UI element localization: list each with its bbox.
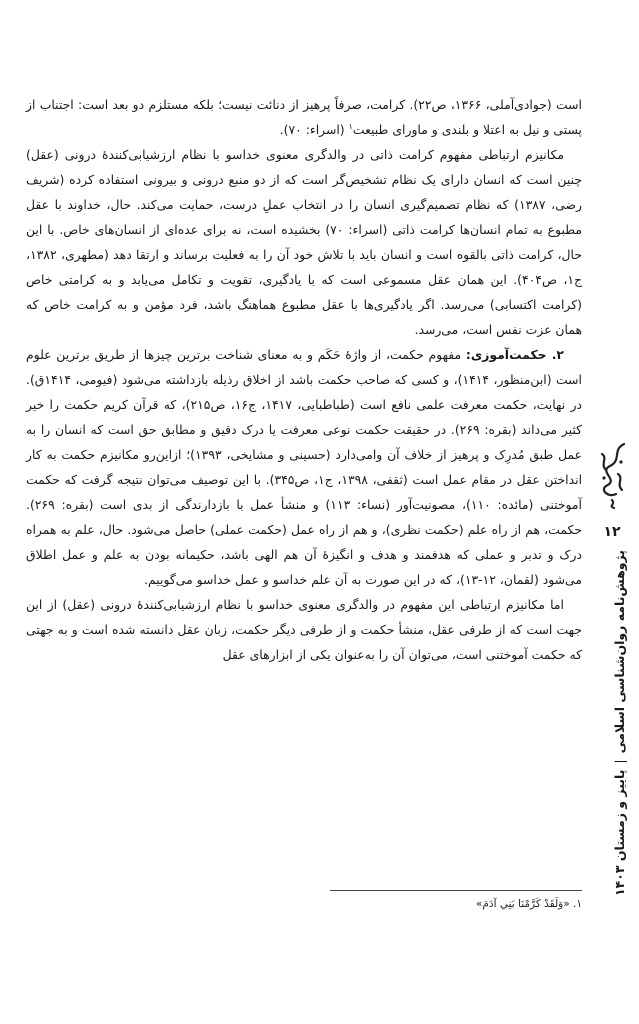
page-number: ۱۲ (603, 524, 621, 540)
paragraph-3-text: مفهوم حکمت، از واژهٔ حَکَم و به معنای شناخت برترین چیزها از طریق برترین علوم است (ابن‌منظور، ۱۴۱۴)، و کسی که صاحب حکمت باشد از اخلاق رذیله بازداشته می‌شود (فیومی، ۱۴۱۴ق). در نهایت، حکمت معرفت علمی نافع است (طباطبایی، ۱۴۱۷، ج۱۶، ص۲۱۵)، که قرآن کریم حکمت را خیر کثیر می‌داند (بقره: ۲۶۹). در حقیقت حکمت نوعی معرفت یا درک دقیق و مطابق حق است که انسان را به عمل طبق مُدرِک و پرهیز از خلاف آن وامی‌دارد (حسینی و مشایخی، ۱۳۹۳)؛ ازاین‌رو مکانیزم حکمت به کار انداختن عقل در مقام عمل است (ثقفی، ۱۳۹۸، ج۱، ص۳۴۵). با این توصیف می‌توان نتیجه گرفت که حکمت آموختنی (مائده: ۱۱۰)، مصونیت‌آور (نساء: ۱۱۳) و منشأ عمل با بازدارندگی از بدی است (بقره: ۲۶۹). حکمت، هم از راه علم (حکمت نظری)، و هم از راه عمل (حکمت عملی) حاصل می‌شود. حال، علم به همراه درک و تدبر و عملی که هدفمند و هدف و انگیزهٔ آن هم الهی باشد، حکیمانه بودن به علم و عمل اطلاق می‌شود (لقمان، ۱۲-۱۳)، که در این صورت به آن علم خداسو و عمل خداسو می‌گوییم. (26, 347, 583, 587)
paragraph-1 (26, 92, 582, 142)
separator: | (612, 759, 627, 764)
journal-running-head (612, 550, 627, 896)
citation: (اسراء: ۷۰). (279, 122, 345, 137)
journal-margin (592, 440, 634, 920)
journal-title: پژوهش‌نامه روان‌شناسی اسلامی (612, 550, 627, 754)
paragraph-3 (26, 342, 582, 592)
footnote-marker[interactable]: ۱ (348, 121, 353, 131)
paragraph-4: اما مکانیزم ارتباطی این مفهوم در والدگری معنوی خداسو با نظام ارزشیابی‌کنندهٔ درونی (عقل) از این جهت است که از طرفی عقل، منشأ حکمت و از طرفی دیگر حکمت، زبان عقل دانسته شده است و به جهتی که حکمت آموختنی است، می‌توان آن را به‌عنوان یکی از ابزارهای عقل (26, 597, 582, 662)
paragraph-2: مکانیزم ارتباطی مفهوم کرامت ذاتی در والدگری معنوی خداسو با نظام ارزشیابی‌کنندهٔ درونی (عقل) چنین است که انسان دارای یک نظام تشخیص‌گر است که از دو منبع درونی و بیرونی استفاده کرده (شریف رضی، ۱۳۸۷) که نظام تصمیم‌گیری انسان را در انتخاب عملِ درست، حمایت می‌کند. حال، خداوند با عقل مطبوع به تمام انسان‌ها کرامت ذاتی (اسراء: ۷۰) بخشیده است، نه برای عده‌ای از انسان‌های خاص. با این حال، کرامت ذاتی بالقوه است و انسان باید با تلاش خود آن را به فعلیت برساند و ارتقا دهد (مطهری، ۱۳۸۲، ج۱، ص۴۰۴). این همان عقل مسموعی است که با یادگیری، تقویت و تکامل می‌یابد و به کرامتی خاص (کرامت اکتسابی) می‌رسد. اگر یادگیری‌ها با عقل مطبوع هماهنگ باشد، فرد مؤمن و به کرامت خاص که همان عزت نفس است، می‌رسد. (26, 147, 582, 337)
journal-issue: پاییز و زمستان ۱۴۰۳ (612, 769, 627, 897)
footnote-divider (330, 890, 582, 891)
calligraphy-logo-icon (594, 440, 630, 510)
paragraph-1-text: است (جوادی‌آملی، ۱۳۶۶، ص۲۲). کرامت، صرفاً پرهیز از دنائت نیست؛ بلکه مستلزم دو بعد است: اجتناب از پستی و نیل به اعتلا و بلندی و ماورای طبیعت (26, 97, 582, 137)
footnote: ۱. «وَلَقَدْ كَرَّمْنَا بَنِي آدَمَ» (476, 898, 582, 910)
main-text (26, 92, 582, 667)
section-heading: ۲. حکمت‌آموزی: (465, 347, 564, 362)
